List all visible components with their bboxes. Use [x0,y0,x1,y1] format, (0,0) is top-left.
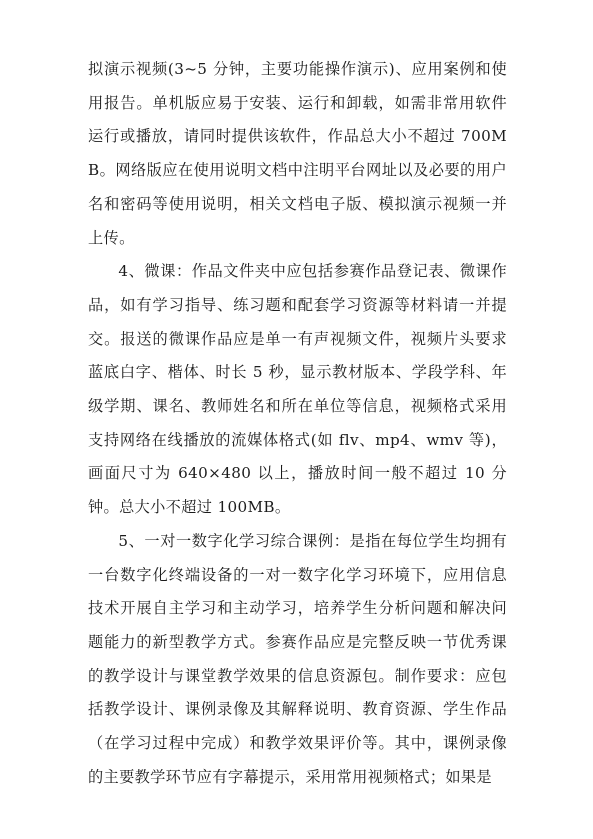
document-body [88,53,507,794]
paragraph-software-submission: 拟演示视频(3~5 分钟，主要功能操作演示)、应用案例和使用报告。单机版应易于安装、运行和卸载，如需非常用软件运行或播放，请同时提供该软件，作品总大小不超过 700MB。网络版应在使用说明文档中注明平台网址以及必要的用户名和密码等使用说明，相关文档电子版、模拟演示视频一并上传。 [88,60,507,247]
paragraph-micro-lesson: 4、微课：作品文件夹中应包括参赛作品登记表、微课作品，如有学习指导、练习题和配套学习资源等材料请一并提交。报送的微课作品应是单一有声视频文件，视频片头要求蓝底白字、楷体、时长 5 秒，显示教材版本、学段学科、年级学期、课名、教师姓名和所在单位等信息，视频格式采用支持网络在线播放的流媒体格式(如 flv、mp4、wmv 等)，画面尺寸为 640×480 以上，播放时间一般不超过 10 分钟。总大小不超过 100MB。 [88,262,507,517]
paragraph-one-to-one-digital-learning: 5、一对一数字化学习综合课例：是指在每位学生均拥有一台数字化终端设备的一对一数字化学习环境下，应用信息技术开展自主学习和主动学习，培养学生分析问题和解决问题能力的新型教学方式。参赛作品应是完整反映一节优秀课的教学设计与课堂教学效果的信息资源包。制作要求：应包括教学设计、课例录像及其解释说明、教育资源、学生作品（在学习过程中完成）和教学效果评价等。其中，课例录像的主要教学环节应有字幕提示，采用常用视频格式；如果是 [88,531,507,786]
